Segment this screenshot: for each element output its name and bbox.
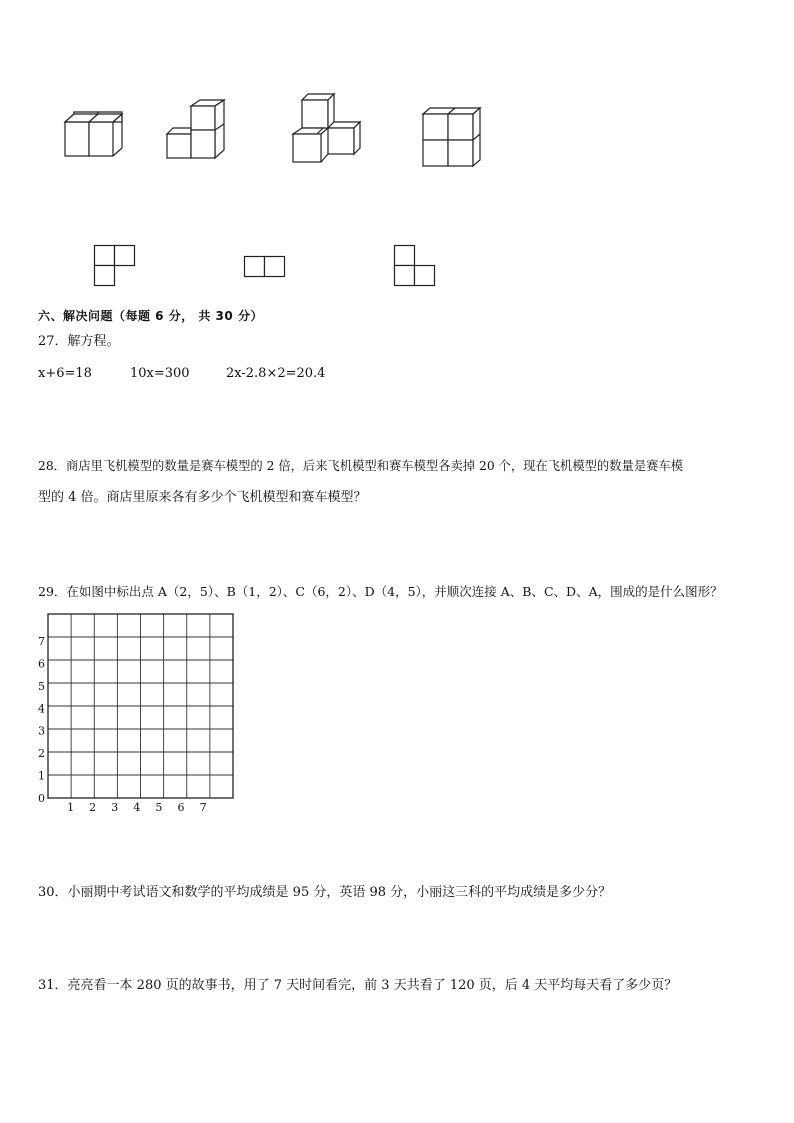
x-tick-label: 2: [89, 801, 97, 814]
view-figure-3: [394, 245, 436, 287]
question-29: 29．在如图中标出点 A（2，5）、B（1，2）、C（6，2）、D（4，5），并顺次连接 A、B、C、D、A，围成的是什么图形？: [38, 584, 723, 599]
cube-figure-2: [164, 98, 228, 162]
cube-figure-1: [62, 112, 126, 160]
cube-figure-3: [290, 94, 362, 164]
x-tick-label: 7: [199, 801, 207, 814]
y-tick-label: 7: [38, 635, 45, 649]
y-tick-label: 4: [38, 702, 45, 716]
equation-2: 10x=300: [130, 366, 190, 381]
y-tick-label: 6: [38, 657, 45, 671]
section-heading: 六、解决问题（每题 6 分， 共 30 分）: [38, 309, 263, 323]
x-tick-label: 6: [177, 801, 185, 814]
question-27: 27．解方程。: [38, 334, 120, 349]
view-figure-2: [244, 256, 286, 278]
question-30: 30．小丽期中考试语文和数学的平均成绩是 95 分，英语 98 分，小丽这三科的平均成绩是多少分？: [38, 885, 612, 900]
x-tick-label: 3: [111, 801, 119, 814]
equation-3: 2x-2.8×2=20.4: [226, 366, 326, 381]
coordinate-grid: [36, 612, 240, 820]
y-tick-label: 2: [38, 747, 45, 761]
view-figure-1: [94, 245, 136, 287]
question-28-line-1: 28．商店里飞机模型的数量是赛车模型的 2 倍，后来飞机模型和赛车模型各卖掉 20 个，现在飞机模型的数量是赛车模: [38, 459, 684, 473]
question-31: 31．亮亮看一本 280 页的故事书，用了 7 天时间看完，前 3 天共看了 120 页，后 4 天平均每天看了多少页？: [38, 978, 678, 993]
x-tick-label: 1: [67, 801, 75, 814]
cube-figure-4: [420, 106, 484, 168]
y-tick-label: 3: [38, 724, 45, 738]
question-28-line-2: 型的 4 倍。商店里原来各有多少个飞机模型和赛车模型？: [38, 490, 367, 505]
equation-1: x+6=18: [38, 366, 92, 381]
y-tick-label: 5: [38, 679, 45, 693]
x-tick-label: 5: [155, 801, 163, 814]
y-tick-label: 0: [38, 792, 45, 805]
y-tick-label: 1: [38, 769, 45, 783]
x-tick-label: 4: [133, 801, 141, 814]
